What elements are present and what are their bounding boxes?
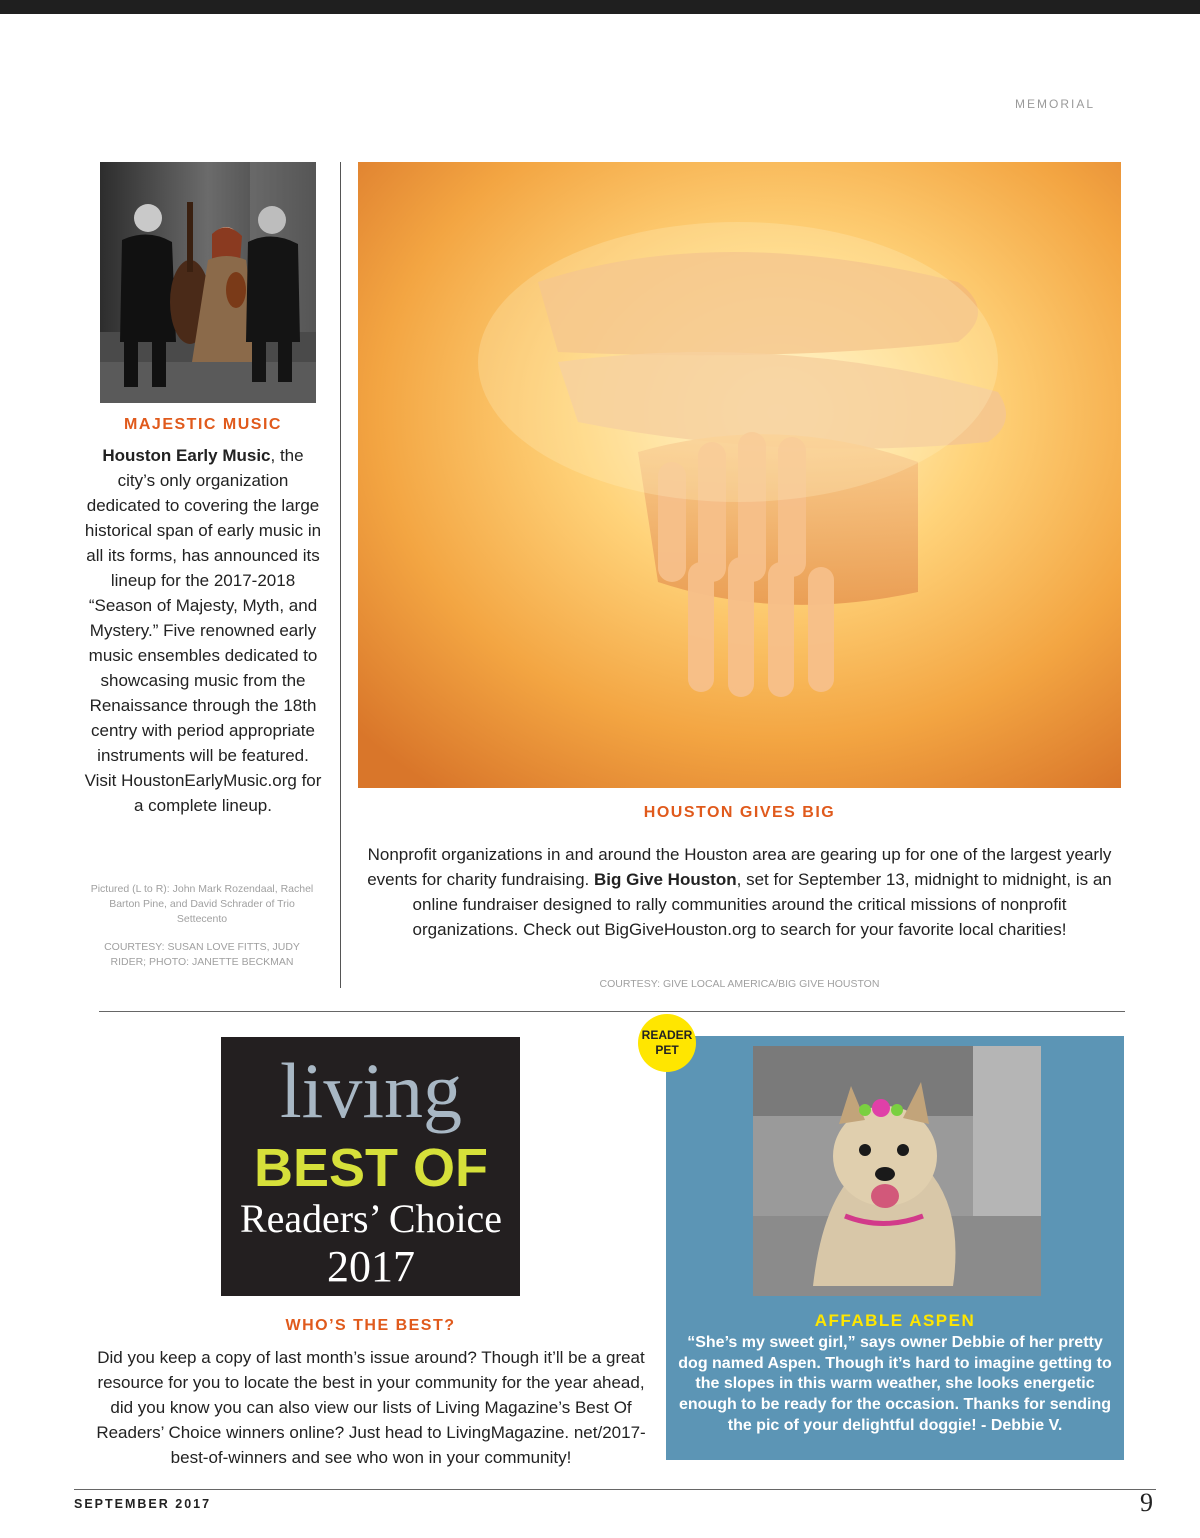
logo-living-word: living <box>279 1047 463 1134</box>
best-body: Did you keep a copy of last month’s issue around? Though it’ll be a great resource for you to locate the best in your community for the year ahead, did you know you can also view our lists of Living Magazine’s Best Of Readers’ Choice winners online? Just head to LivingMagazine. net/2017-best-of-winners and see who won in your community! <box>96 1348 646 1467</box>
pet-body: “She’s my sweet girl,” says owner Debbie of her pretty dog named Aspen. Though it’s hard to imagine getting to the slopes in this warm weather, she looks energetic enough to be ready for the occasion. Thanks for sending the pic of your delightful doggie! - Debbie V. <box>678 1334 1112 1434</box>
footer-date: SEPTEMBER 2017 <box>74 1497 212 1511</box>
best-heading: WHO’S THE BEST? <box>285 1317 456 1334</box>
gives-body-text2: , set for September 13, midnight to midnight, is an online fundraiser designed to rally communities around the critical missions of nonprofit organizations. Check out BigGiveHouston.org to search for your favorite local charities! <box>412 870 1112 939</box>
trio-photo <box>100 162 316 403</box>
music-heading: MAJESTIC MUSIC <box>124 416 282 433</box>
top-bar <box>0 0 1200 14</box>
logo-year: 2017 <box>327 1242 415 1291</box>
music-body-text: , the city’s only organization dedicated to covering the large historical span of early music in all its forms, has announced its lineup for the 2017-2018 “Season of Majesty, Myth, and Mystery.” Five renowned early music ensembles dedicated to showcasing music from the Renaissance through the 18th centry with period appropriate instruments will be featured. Visit HoustonEarlyMusic.org for a complete lineup. <box>84 446 322 815</box>
gives-credit: COURTESY: GIVE LOCAL AMERICA/BIG GIVE HOUSTON <box>599 978 880 990</box>
gives-heading: HOUSTON GIVES BIG <box>643 804 836 821</box>
logo-best-of: BEST OF <box>253 1138 489 1198</box>
music-body <box>82 443 324 818</box>
music-credit: COURTESY: SUSAN LOVE FITTS, JUDY RIDER; PHOTO: JANETTE BECKMAN <box>104 941 300 968</box>
gives-body <box>358 842 1121 942</box>
hands-photo <box>358 162 1121 788</box>
section-label: MEMORIAL <box>1014 97 1095 111</box>
music-caption: Pictured (L to R): John Mark Rozendaal, Rachel Barton Pine, and David Schrader of Trio Settecento <box>90 883 314 925</box>
badge-line-2: PET <box>655 1043 679 1057</box>
gives-lead: Big Give Houston <box>594 870 737 889</box>
reader-pet-badge <box>638 1014 696 1072</box>
pet-heading: AFFABLE ASPEN <box>814 1311 976 1330</box>
column-divider <box>340 162 341 988</box>
footer-rule <box>74 1489 1156 1490</box>
page-number: 9 <box>1140 1488 1153 1517</box>
badge-line-1: READER <box>641 1028 693 1042</box>
logo-readers-choice: Readers’ Choice <box>240 1196 502 1241</box>
best-of-logo <box>221 1037 520 1296</box>
music-lead: Houston Early Music <box>102 446 271 465</box>
dog-photo <box>753 1046 1041 1296</box>
gives-body-text1: Nonprofit organizations in and around the Houston area are gearing up for one of the largest yearly events for charity fundraising. <box>367 845 1112 889</box>
section-divider <box>99 1011 1125 1012</box>
